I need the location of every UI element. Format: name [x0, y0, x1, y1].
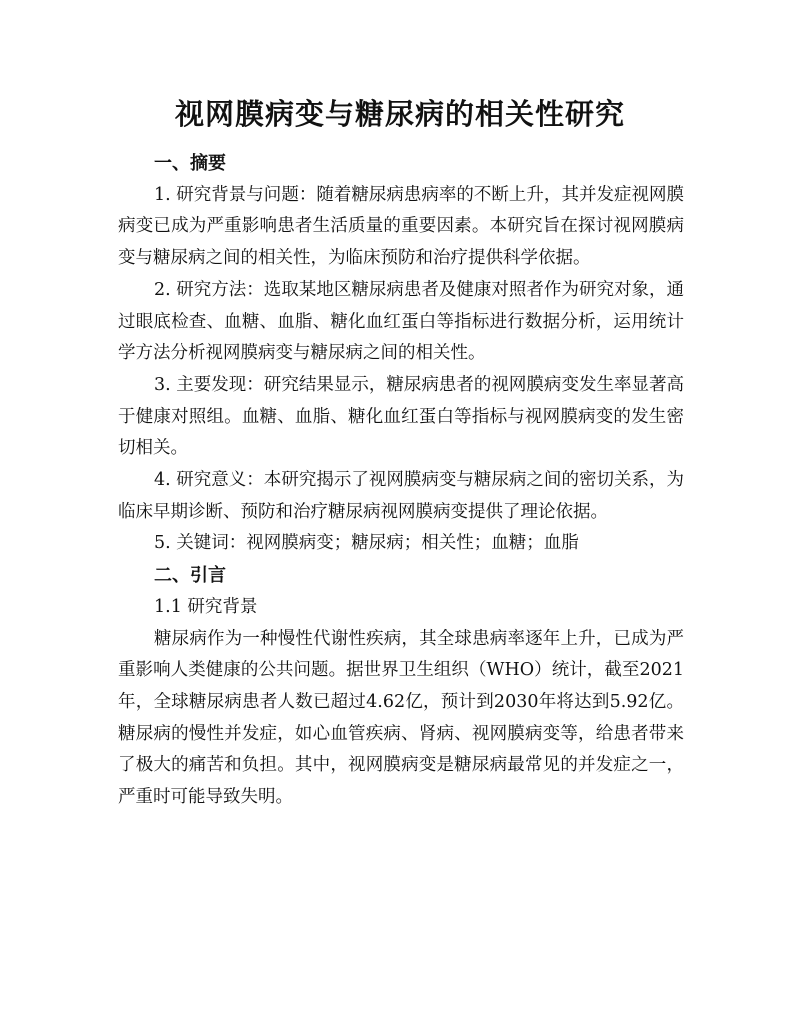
abstract-item-method: 2. 研究方法：选取某地区糖尿病患者及健康对照者作为研究对象，通过眼底检查、血糖、血脂、糖化血红蛋白等指标进行数据分析，运用统计学方法分析视网膜病变与糖尿病之间的相关性。: [118, 279, 684, 364]
abstract-item-background: 1. 研究背景与问题：随着糖尿病患病率的不断上升，其并发症视网膜病变已成为严重影响患者生活质量的重要因素。本研究旨在探讨视网膜病变与糖尿病之间的相关性，为临床预防和治疗提供科学依据。: [118, 184, 684, 269]
document-title: 视网膜病变与糖尿病的相关性研究: [174, 97, 625, 131]
document-body: [118, 148, 684, 814]
intro-paragraph: 糖尿病作为一种慢性代谢性疾病，其全球患病率逐年上升，已成为严重影响人类健康的公共问题。据世界卫生组织（WHO）统计，截至2021年，全球糖尿病患者人数已超过4.62亿，预计到2030年将达到5.92亿。糖尿病的慢性并发症，如心血管疾病、肾病、视网膜病变等，给患者带来了极大的痛苦和负担。其中，视网膜病变是糖尿病最常见的并发症之一，严重时可能导致失明。: [118, 628, 684, 808]
section-heading-abstract: 一、摘要: [154, 153, 226, 174]
abstract-item-keywords: 5. 关键词：视网膜病变；糖尿病；相关性；血糖；血脂: [154, 533, 579, 554]
subsection-heading-background: 1.1 研究背景: [154, 596, 258, 617]
section-heading-intro: 二、引言: [154, 565, 226, 587]
abstract-item-significance: 4. 研究意义：本研究揭示了视网膜病变与糖尿病之间的密切关系，为临床早期诊断、预防和治疗糖尿病视网膜病变提供了理论依据。: [118, 470, 684, 522]
abstract-item-findings: 3. 主要发现：研究结果显示，糖尿病患者的视网膜病变发生率显著高于健康对照组。血糖、血脂、糖化血红蛋白等指标与视网膜病变的发生密切相关。: [118, 374, 684, 459]
